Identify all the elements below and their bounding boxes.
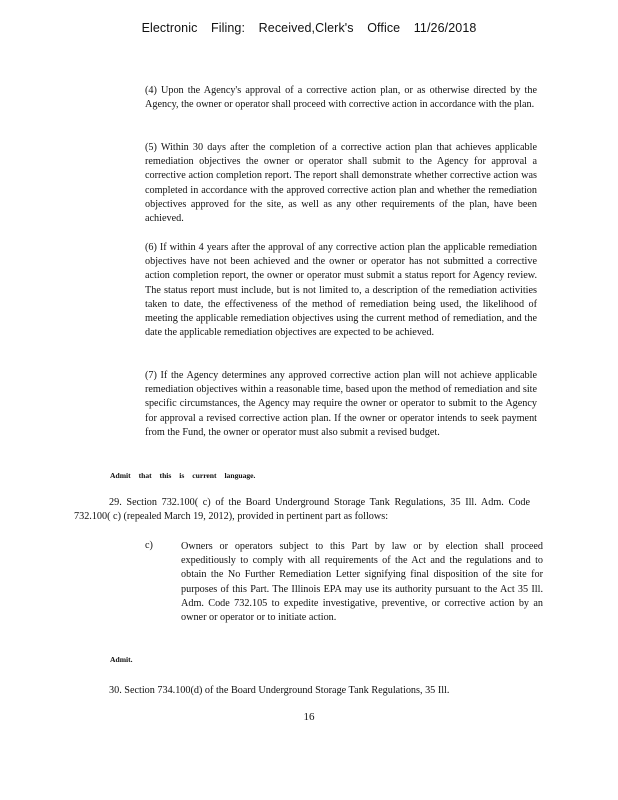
subsection-label: c) [145,540,153,551]
admit-response-29: Admit. [110,655,133,664]
page-number: 16 [303,711,315,723]
filing-header: Electronic Filing: Received,Clerk's Office 11/26/2018 [141,21,477,35]
numbered-paragraph-29: 29. Section 732.100( c) of the Board Underground Storage Tank Regulations, 35 Ill. Adm. Code 732.100( c) (repealed March 19, 2012), provided in pertinent part as follows: [74,497,530,523]
subsection-text: Owners or operators subject to this Part by law or by election shall proceed expeditiously to comply with all requirements of the Act and the regulations and to obtain the No Further Remediation Letter signifying final disposition of the site for purposes of this Part. The Illinois EPA may use its authority pursuant to the Act 35 Ill. Adm. Code 732.105 to expedite investigative, preventive, or corrective action by an owner or operator or to initiate action. [181,541,543,624]
paragraph-6: (6) If within 4 years after the approval of any corrective action plan the applicable remediation objectives have not been achieved and the owner or operator has not submitted a corrective action completion report, the owner or operator must submit a status report for Agency review. The status report must include, but is not limited to, a description of the remediation activities taken to date, the effectiveness of the method of remediation being used, the likelihood of meeting the applicable remediation objectives using the current method of remediation, and the date the applicable remediation objectives are expected to be achieved. [145,242,537,339]
admit-response-28: Admit that this is current language. [110,471,256,480]
numbered-paragraph-30: 30. Section 734.100(d) of the Board Underground Storage Tank Regulations, 35 Ill. [109,685,450,696]
paragraph-5: (5) Within 30 days after the completion of a corrective action plan that achieves applicable remediation objectives the owner or operator shall submit to the Agency for approval a corrective action completion report. The report shall demonstrate whether corrective action was completed in accordance with the approved corrective action plan and whether the remediation objectives approved for the site, as well as any other requirements of the plan, have been achieved. [145,142,537,225]
paragraph-7: (7) If the Agency determines any approved corrective action plan will not achieve applicable remediation objectives within a reasonable time, based upon the method of remediation and site specific circumstances, the Agency may require the owner or operator to submit to the Agency for approval a revised corrective action plan. If the owner or operator intends to seek payment from the Fund, the owner or operator must also submit a revised budget. [145,370,537,438]
paragraph-4: (4) Upon the Agency's approval of a corrective action plan, or as otherwise directed by the Agency, the owner or operator shall proceed with corrective action in accordance with the plan. [145,85,537,111]
